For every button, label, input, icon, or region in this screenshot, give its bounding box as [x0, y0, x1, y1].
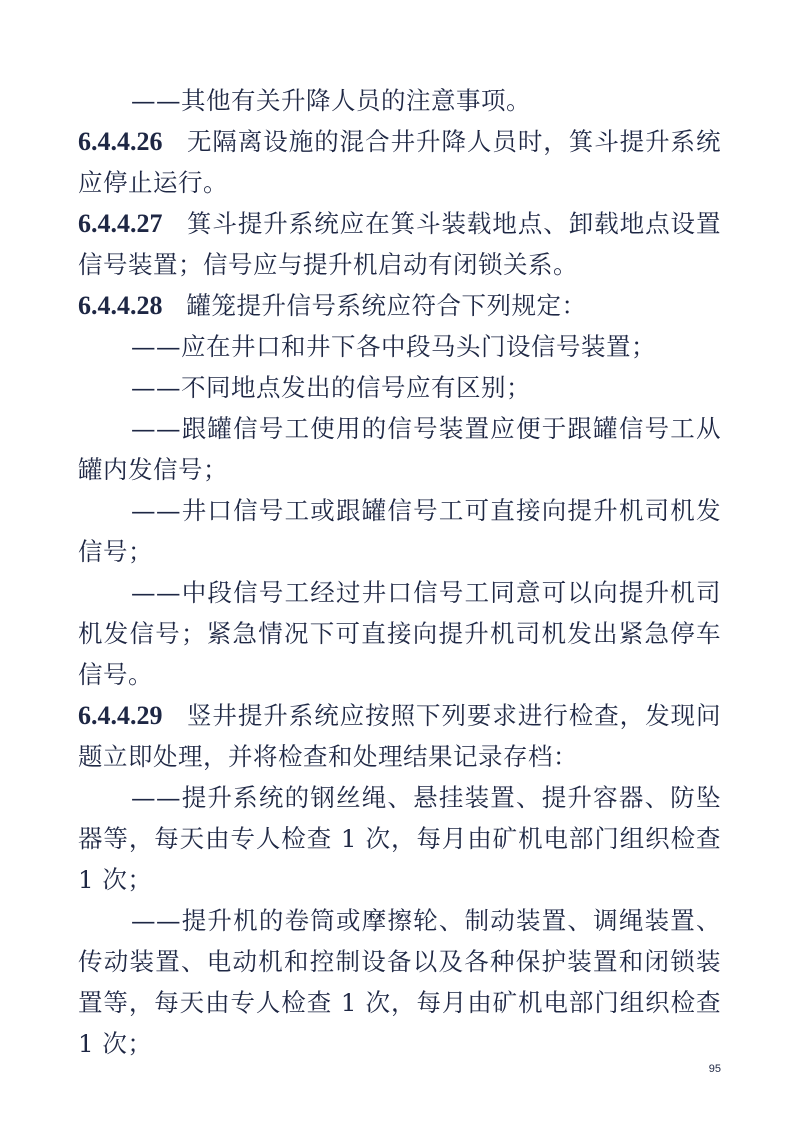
paragraph-text: ——提升机的卷筒或摩擦轮、制动装置、调绳装置、传动装置、电动机和控制设备以及各种保护装置和闭锁装置等，每天由专人检查 1 次，每月由矿机电部门组织检查 1 次； [78, 906, 721, 1058]
paragraph-text: ——提升系统的钢丝绳、悬挂装置、提升容器、防坠器等，每天由专人检查 1 次，每月由矿机电部门组织检查 1 次； [78, 783, 721, 894]
clause-paragraph [78, 695, 721, 777]
paragraph-text: ——井口信号工或跟罐信号工可直接向提升机司机发信号； [78, 496, 721, 566]
list-item [78, 490, 721, 572]
list-item [78, 367, 721, 408]
paragraph-text: ——其他有关升降人员的注意事项。 [131, 86, 531, 115]
list-item [78, 80, 721, 121]
list-item [78, 777, 721, 900]
paragraph-text: 罐笼提升信号系统应符合下列规定： [186, 291, 587, 320]
list-item [78, 572, 721, 695]
clause-number: 6.4.4.28 [78, 291, 163, 320]
paragraph-text: ——应在井口和井下各中段马头门设信号装置； [131, 332, 656, 361]
clause-number: 6.4.4.29 [78, 701, 163, 730]
clause-paragraph [78, 203, 721, 285]
paragraph-text: 箕斗提升系统应在箕斗装载地点、卸载地点设置信号装置；信号应与提升机启动有闭锁关系。 [78, 209, 721, 279]
paragraph-text: ——中段信号工经过井口信号工同意可以向提升机司机发信号；紧急情况下可直接向提升机司机发出紧急停车信号。 [78, 578, 721, 689]
document-body [78, 80, 721, 1064]
list-item [78, 326, 721, 367]
paragraph-text: 无隔离设施的混合井升降人员时，箕斗提升系统应停止运行。 [78, 127, 721, 197]
list-item [78, 900, 721, 1064]
list-item [78, 408, 721, 490]
paragraph-text: 竖井提升系统应按照下列要求进行检查，发现问题立即处理，并将检查和处理结果记录存档： [78, 701, 721, 771]
clause-number: 6.4.4.27 [78, 209, 163, 238]
paragraph-text: ——跟罐信号工使用的信号装置应便于跟罐信号工从罐内发信号； [78, 414, 721, 484]
paragraph-text: ——不同地点发出的信号应有区别； [131, 373, 531, 402]
clause-number: 6.4.4.26 [78, 127, 163, 156]
page-number: 95 [708, 1063, 721, 1075]
clause-paragraph [78, 285, 721, 326]
clause-paragraph [78, 121, 721, 203]
